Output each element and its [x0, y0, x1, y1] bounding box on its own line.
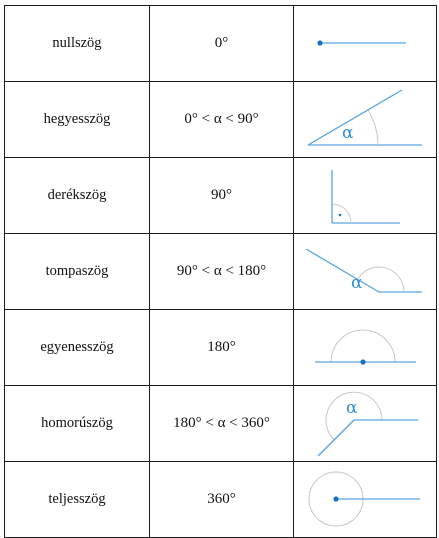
reflex-angle-icon [294, 386, 437, 461]
angle-value: 360° [150, 462, 294, 538]
table-row [5, 82, 437, 158]
angle-name: hegyesszög [5, 82, 150, 158]
table-row [5, 386, 437, 462]
angle-figure-cell [294, 158, 437, 234]
angle-types-table [4, 5, 437, 538]
angle-value: 0° < α < 90° [150, 82, 294, 158]
angle-name: homorúszög [5, 386, 150, 462]
angle-figure-cell [294, 310, 437, 386]
straight-angle-icon [294, 310, 437, 385]
null-angle-icon [294, 6, 437, 81]
right-angle-icon [294, 158, 437, 233]
table-row [5, 462, 437, 538]
alpha-label: α [346, 398, 358, 418]
acute-angle-icon [294, 82, 437, 157]
angle-value: 180° < α < 360° [150, 386, 294, 462]
angle-figure-cell [294, 386, 437, 462]
alpha-label: α [351, 273, 363, 293]
table-row [5, 6, 437, 82]
angle-figure-cell [294, 6, 437, 82]
table-row [5, 158, 437, 234]
table-row [5, 234, 437, 310]
alpha-label: α [342, 123, 354, 143]
angle-name: derékszög [5, 158, 150, 234]
full-angle-icon [294, 462, 437, 537]
angle-value: 0° [150, 6, 294, 82]
angle-name: tompaszög [5, 234, 150, 310]
angle-figure-cell [294, 82, 437, 158]
angle-name: nullszög [5, 6, 150, 82]
angle-name: teljesszög [5, 462, 150, 538]
angle-figure-cell [294, 462, 437, 538]
table-row [5, 310, 437, 386]
angle-figure-cell [294, 234, 437, 310]
angle-value: 180° [150, 310, 294, 386]
angle-value: 90° < α < 180° [150, 234, 294, 310]
obtuse-angle-icon [294, 234, 437, 309]
angle-value: 90° [150, 158, 294, 234]
angle-name: egyenesszög [5, 310, 150, 386]
